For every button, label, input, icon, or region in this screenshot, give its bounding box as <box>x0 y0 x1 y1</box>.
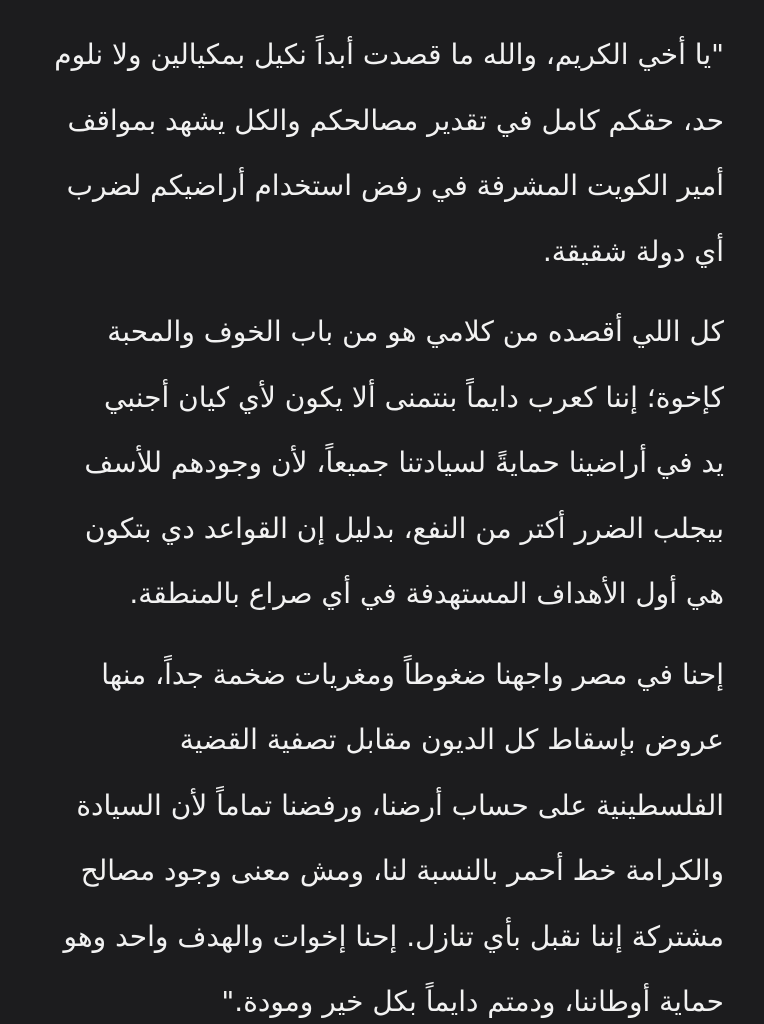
text-line: الفلسطينية على حساب أرضنا، ورفضنا تماماً لأن السيادة <box>76 788 724 822</box>
paragraph-1 <box>40 22 724 284</box>
text-line: والكرامة خط أحمر بالنسبة لنا، ومش معنى وجود مصالح <box>80 854 724 887</box>
paragraph-2 <box>40 299 724 627</box>
text-line: مشتركة إننا نقبل بأي تنازل. إحنا إخوات والهدف واحد وهو <box>63 919 724 953</box>
text-line: هي أول الأهداف المستهدفة في أي صراع بالمنطقة. <box>129 577 724 610</box>
text-line: كل اللي أقصده من كلامي هو من باب الخوف والمحبة <box>107 315 724 348</box>
text-line: كإخوة؛ إننا كعرب دايماً بنتمنى ألا يكون لأي كيان أجنبي <box>103 380 724 414</box>
text-line: حماية أوطاننا، ودمتم دايماً بكل خير ومودة." <box>221 985 724 1018</box>
text-line: إحنا في مصر واجهنا ضغوطاً ومغريات ضخمة جداً، منها <box>101 657 724 691</box>
paragraph-3 <box>40 642 724 1024</box>
text-line: أمير الكويت المشرفة في رفض استخدام أراضيكم لضرب <box>66 169 724 202</box>
text-line: عروض بإسقاط كل الديون مقابل تصفية القضية <box>179 723 724 756</box>
text-line: أي دولة شقيقة. <box>542 234 724 268</box>
text-line: "يا أخي الكريم، والله ما قصدت أبداً نكيل بمكيالين ولا نلوم <box>54 38 724 71</box>
text-line: يد في أراضينا حمايةً لسيادتنا جميعاً، لأن وجودهم للأسف <box>84 446 724 479</box>
text-line: بيجلب الضرر أكتر من النفع، بدليل إن القواعد دي بتكون <box>84 511 724 545</box>
text-line: حد، حقكم كامل في تقدير مصالحكم والكل يشهد بمواقف <box>67 103 724 137</box>
